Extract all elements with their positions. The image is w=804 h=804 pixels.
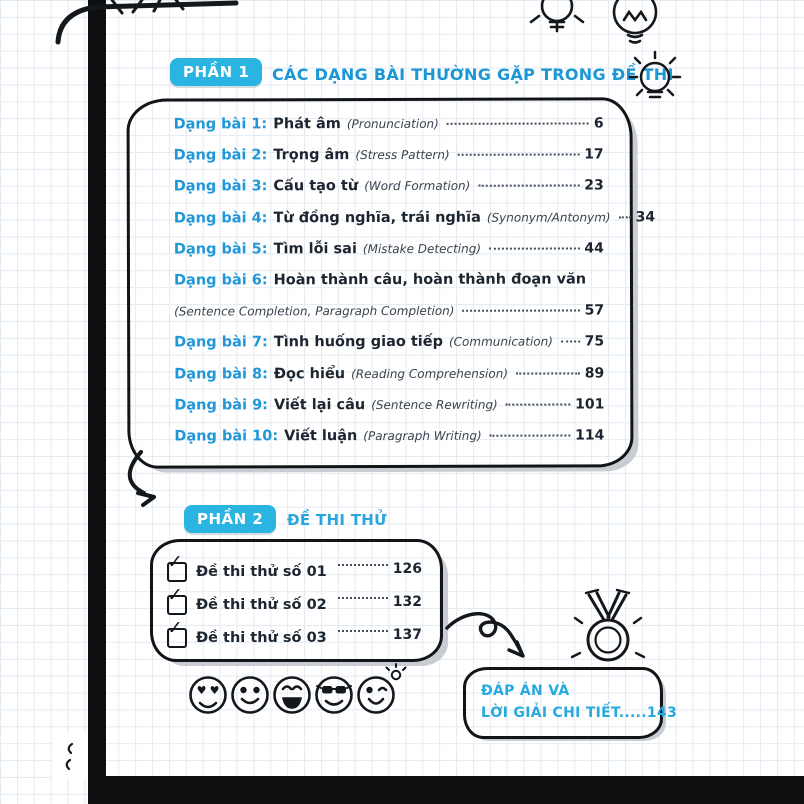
- checkbox-checked-icon[interactable]: [167, 616, 187, 648]
- item-label: Dạng bài 1:: [173, 116, 268, 133]
- item-page: 75: [584, 333, 605, 350]
- part2-badge: PHẦN 2: [184, 505, 276, 533]
- dot-leader: [338, 630, 388, 632]
- lightbulb-icon: [614, 0, 656, 43]
- heart-eyes-emoji: [191, 678, 226, 713]
- item-page: 34: [635, 208, 656, 225]
- item-subtitle: (Communication): [448, 334, 553, 350]
- sunglasses-emoji: [317, 678, 352, 713]
- item-page: 143: [646, 705, 677, 721]
- item-label: Dạng bài 9:: [174, 396, 268, 414]
- part1-heading: CÁC DẠNG BÀI THƯỜNG GẶP TRONG ĐỀ THI: [272, 65, 674, 84]
- item-subtitle: (Mistake Detecting): [362, 241, 482, 256]
- checkbox-checked-icon[interactable]: [167, 550, 187, 582]
- item-title: Tình huống giao tiếp: [273, 334, 444, 351]
- toc-item-5[interactable]: [174, 240, 604, 272]
- lightbulb-icon: [531, 0, 583, 31]
- item-label: Dạng bài 3:: [173, 178, 268, 195]
- top-frame-curve: [58, 0, 236, 42]
- item-title: Tìm lỗi sai: [273, 240, 357, 258]
- check-icon: ✓: [167, 583, 183, 606]
- item-subtitle: (Synonym/Antonym): [486, 209, 611, 225]
- heart-icon: ♥: [196, 684, 207, 697]
- item-title: Cấu tạo từ: [273, 178, 359, 195]
- dot-leader: [338, 564, 388, 566]
- toc-item-4[interactable]: [173, 208, 656, 241]
- toc-item-6-line2[interactable]: [174, 303, 604, 335]
- dot-leader: .....: [618, 705, 647, 721]
- toc-item-8[interactable]: [174, 365, 604, 397]
- mock-test-item-3[interactable]: [167, 616, 422, 654]
- toc-item-10[interactable]: [174, 427, 604, 459]
- laugh-emoji: [275, 678, 310, 713]
- toc-item-3[interactable]: [174, 178, 604, 210]
- answers-line2: LỜI GIẢI CHI TIẾT.....143: [481, 705, 677, 721]
- item-subtitle: (Paragraph Writing): [363, 428, 482, 443]
- page-frame-bottom: [88, 776, 804, 804]
- page-corner-notch: [52, 733, 88, 779]
- medal-icon: [572, 590, 644, 660]
- item-label: Dạng bài 5:: [173, 241, 268, 258]
- item-label: Dạng bài 6:: [173, 272, 268, 289]
- part1-badge: PHẦN 1: [170, 58, 262, 86]
- dot-leader: [447, 122, 589, 124]
- item-title: Trọng âm: [273, 147, 350, 164]
- part1-toc-box: [127, 97, 656, 468]
- item-page: 44: [584, 240, 604, 257]
- smile-emoji: [233, 678, 268, 713]
- item-page: 17: [584, 146, 604, 163]
- item-title: Đề thi thử số 03: [196, 629, 327, 646]
- dot-leader: [490, 434, 571, 436]
- item-page: 89: [584, 364, 605, 381]
- check-icon: ✓: [167, 616, 183, 639]
- item-title: Đề thi thử số 01: [196, 563, 327, 580]
- item-page: 6: [593, 115, 604, 132]
- item-page: 126: [392, 560, 422, 577]
- item-label: Dạng bài 4:: [173, 209, 268, 227]
- checkbox-checked-icon[interactable]: [167, 583, 187, 615]
- item-page: 101: [575, 396, 605, 413]
- item-page: 132: [392, 593, 422, 610]
- check-icon: ✓: [167, 550, 183, 573]
- dot-leader: [462, 310, 579, 312]
- item-subtitle: (Sentence Rewriting): [371, 397, 498, 412]
- item-title: Phát âm: [273, 116, 341, 133]
- item-subtitle: (Stress Pattern): [355, 148, 450, 163]
- answers-box[interactable]: [463, 667, 677, 739]
- dot-leader: [619, 216, 631, 218]
- part1-toc-rows: [173, 115, 656, 459]
- squiggle-arrow-icon: [447, 614, 523, 656]
- part2-heading: ĐỀ THI THỬ: [287, 511, 387, 529]
- part2-box: [150, 539, 443, 662]
- dot-leader: [561, 341, 580, 343]
- dot-leader: [478, 185, 579, 187]
- part2-rows: [167, 550, 422, 654]
- item-title: Hoàn thành câu, hoàn thành đoạn văn: [273, 271, 587, 289]
- item-title: Viết lại câu: [273, 396, 366, 413]
- mock-test-item-1[interactable]: [167, 550, 422, 588]
- answers-text: [481, 680, 677, 724]
- item-subtitle: (Reading Comprehension): [351, 366, 509, 381]
- dot-leader: [458, 154, 580, 156]
- item-page: 23: [584, 177, 604, 194]
- dot-leader: [516, 372, 580, 374]
- item-title: Đọc hiểu: [273, 365, 346, 382]
- item-title: Từ đồng nghĩa, trái nghĩa: [273, 209, 481, 226]
- toc-item-7[interactable]: [174, 334, 604, 366]
- wink-idea-emoji: [359, 664, 406, 713]
- item-label: Dạng bài 2:: [173, 147, 268, 164]
- dot-leader: [338, 597, 388, 599]
- item-label: Dạng bài 8:: [174, 365, 268, 383]
- toc-item-2[interactable]: [174, 147, 604, 179]
- item-page: 137: [392, 626, 422, 643]
- toc-item-9[interactable]: [174, 396, 604, 428]
- item-title: Viết luận: [284, 427, 358, 445]
- item-label: Dạng bài 10:: [174, 428, 279, 445]
- item-subtitle: (Sentence Completion, Paragraph Completion): [174, 303, 455, 319]
- mock-test-item-2[interactable]: [167, 583, 422, 621]
- dot-leader: [506, 403, 570, 405]
- page-frame-left: [88, 0, 106, 804]
- heart-icon: ♥: [209, 684, 220, 697]
- item-subtitle: (Pronunciation): [346, 116, 439, 132]
- toc-item-6-line1[interactable]: [174, 271, 604, 303]
- dot-leader: [489, 247, 579, 249]
- item-page: 114: [575, 427, 605, 444]
- item-subtitle: (Word Formation): [364, 179, 471, 194]
- answers-line1: ĐÁP ÁN VÀ: [481, 683, 570, 699]
- toc-item-1[interactable]: [174, 115, 604, 147]
- item-page: 57: [584, 302, 605, 319]
- item-label: Dạng bài 7:: [174, 334, 268, 351]
- item-title: Đề thi thử số 02: [196, 596, 327, 613]
